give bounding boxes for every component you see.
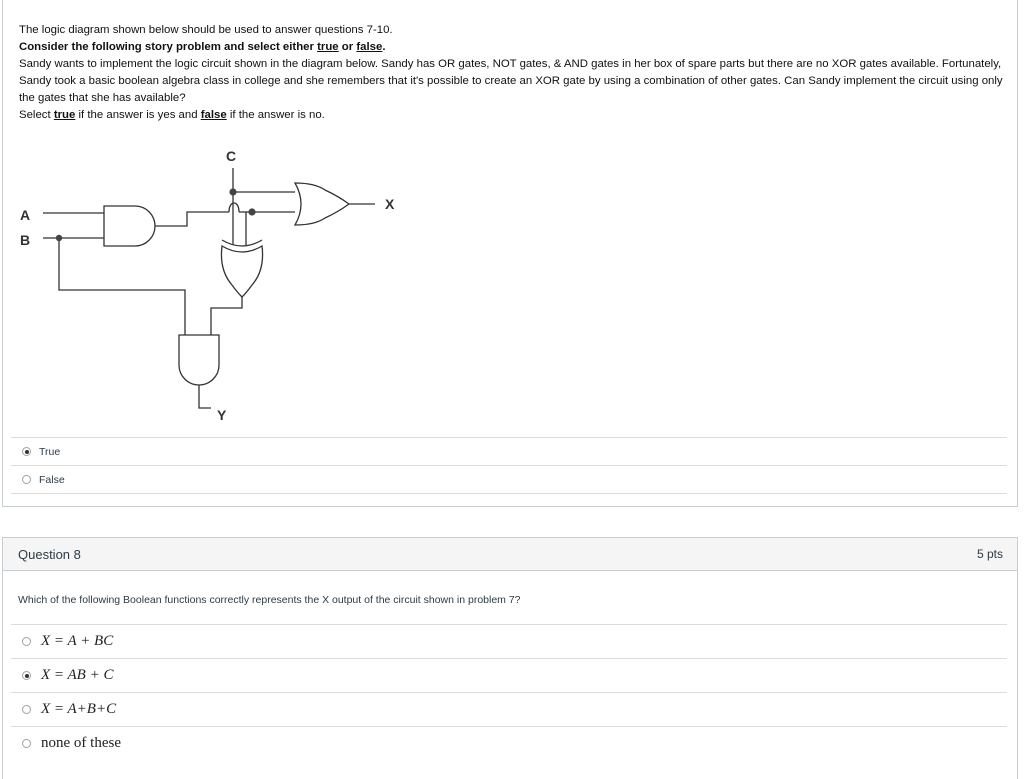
- question-7-card: [2, 0, 1018, 507]
- answer-false[interactable]: [11, 465, 1007, 494]
- select-false: false: [200, 109, 227, 121]
- radio-option-3[interactable]: [22, 705, 31, 714]
- radio-true[interactable]: [22, 447, 31, 456]
- question-8-title: Question 8: [18, 546, 81, 562]
- answer-option-1[interactable]: [11, 624, 1007, 658]
- label-a: A: [20, 207, 31, 223]
- question-7-stem: [19, 22, 1004, 124]
- xor-gate: [221, 246, 262, 297]
- answer-true-label: True: [39, 445, 61, 458]
- select-prefix: Select: [19, 109, 54, 121]
- instruction-prefix: Consider the following story problem and select either: [19, 41, 318, 53]
- junction-c: [229, 188, 236, 195]
- wire-and1-out: [155, 212, 229, 226]
- select-true: true: [53, 109, 76, 121]
- question-7-instruction: [19, 39, 1004, 56]
- answer-option-2-label: X = AB + C: [41, 667, 114, 683]
- and-gate-2: [179, 335, 219, 385]
- label-x: X: [385, 196, 395, 212]
- question-7-select: [19, 107, 1004, 124]
- xor-gate-extra-arc: [222, 240, 262, 246]
- radio-option-1[interactable]: [22, 637, 31, 646]
- and-gate-1: [104, 206, 155, 246]
- answer-option-4-label: none of these: [41, 735, 121, 751]
- answer-false-label: False: [39, 473, 65, 486]
- answer-option-3[interactable]: [11, 692, 1007, 726]
- question-7-story: Sandy wants to implement the logic circuit shown in the diagram below. Sandy has OR gates, NOT gates, & AND gates in her box of spare parts but there are no XOR gates available. Fortunately, Sandy took a basic boolean algebra class in college and she remembers that it's possible to create an XOR gate by using a combination of other gates. Can Sandy implement the circuit using only the gates that she has available?: [19, 58, 1003, 104]
- question-8-card: [2, 537, 1018, 779]
- logic-circuit-diagram: [3, 130, 423, 430]
- question-8-points: 5 pts: [976, 547, 1003, 561]
- select-mid: if the answer is yes and: [75, 109, 201, 121]
- junction-b: [56, 235, 62, 241]
- wire-crossover: [229, 203, 239, 212]
- select-end: if the answer is no.: [226, 109, 325, 121]
- or-gate: [295, 183, 349, 225]
- wire-y: [199, 385, 211, 408]
- question-8-header: [3, 538, 1017, 571]
- instruction-true: true: [317, 41, 339, 53]
- instruction-false: false: [356, 41, 383, 53]
- junction-and1: [248, 208, 255, 215]
- wire-xor-out: [211, 297, 242, 335]
- wire-b-to-and2: [59, 238, 185, 335]
- question-7-intro: The logic diagram shown below should be used to answer questions 7-10.: [19, 24, 393, 36]
- label-b: B: [20, 232, 31, 248]
- radio-option-2[interactable]: [22, 671, 31, 680]
- radio-option-4[interactable]: [22, 739, 31, 748]
- instruction-end: .: [382, 41, 386, 53]
- answer-option-2[interactable]: [11, 658, 1007, 692]
- question-8-answers: [11, 624, 1007, 760]
- radio-false[interactable]: [22, 475, 31, 484]
- question-8-text: Which of the following Boolean functions correctly represents the X output of the circuit shown in problem 7?: [18, 594, 521, 606]
- answer-option-4[interactable]: [11, 726, 1007, 760]
- answer-true[interactable]: [11, 437, 1007, 465]
- label-y: Y: [217, 407, 227, 423]
- label-c: C: [226, 148, 237, 164]
- answer-option-1-label: X = A + BC: [41, 633, 114, 649]
- question-7-answers: [11, 437, 1007, 494]
- wire-to-xor-1: [239, 212, 246, 245]
- instruction-or: or: [338, 41, 357, 53]
- answer-option-3-label: X = A+B+C: [41, 701, 117, 717]
